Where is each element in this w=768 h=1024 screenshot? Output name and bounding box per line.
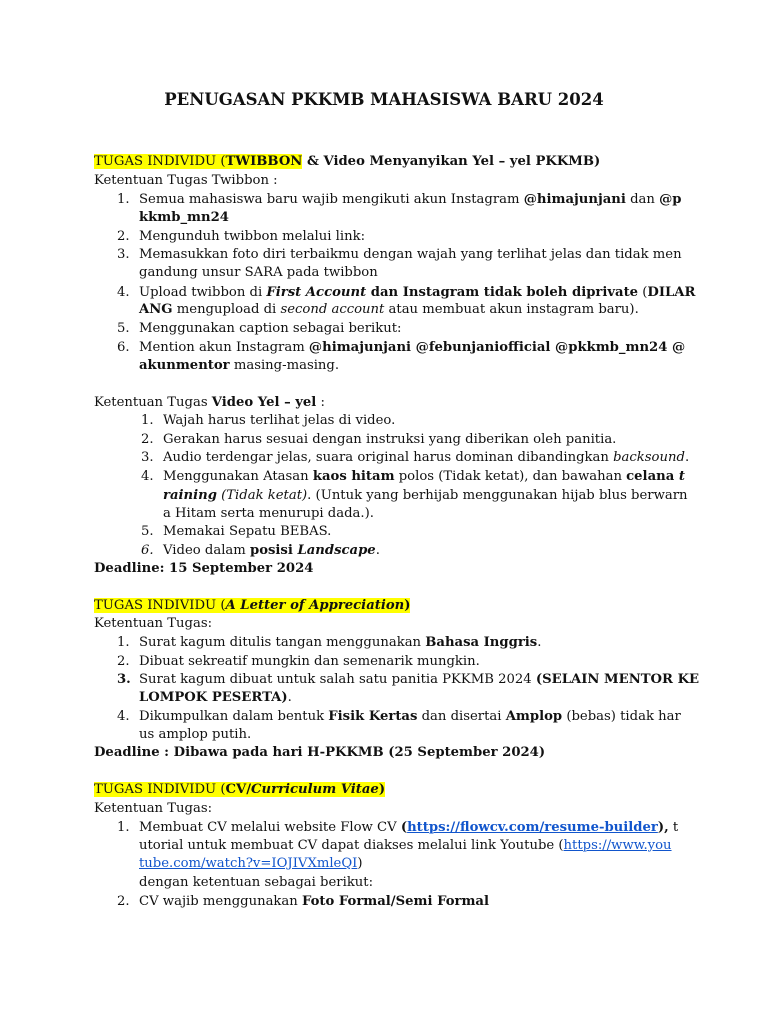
- list-item: Mention akun Instagram @himajunjani @febunjaniofficial @pkkmb_mn24 @: [139, 340, 686, 355]
- list-item-continued: LOMPOK PESERTA).: [139, 690, 292, 705]
- list-number: 6.: [117, 340, 130, 355]
- heading-emphasis: CV/: [225, 782, 252, 797]
- list-item-continued: dengan ketentuan sebagai berikut:: [139, 875, 374, 890]
- list-item: Memakai Sepatu BEBAS.: [163, 524, 332, 539]
- list-item: Menggunakan Atasan kaos hitam polos (Tidak ketat), dan bawahan celana t: [163, 469, 685, 484]
- deadline-text: Deadline: 15 September 2024: [94, 561, 314, 576]
- list-item: CV wajib menggunakan Foto Formal/Semi Formal: [139, 894, 489, 909]
- list-item: Membuat CV melalui website Flow CV (https://flowcv.com/resume-builder), t: [139, 820, 679, 835]
- letter-rules-label: Ketentuan Tugas:: [94, 616, 213, 631]
- heading-close: ): [404, 598, 411, 613]
- heading-emphasis: A Letter of Appreciation: [225, 598, 405, 613]
- list-item: Mengunduh twibbon melalui link:: [139, 229, 366, 244]
- flowcv-link[interactable]: https://flowcv.com/resume-builder: [407, 820, 658, 835]
- list-item: Dibuat sekreatif mungkin dan semenarik mungkin.: [139, 654, 480, 669]
- list-item: Wajah harus terlihat jelas di video.: [163, 413, 396, 428]
- section-heading-cv: [94, 781, 385, 799]
- list-number: 1.: [117, 192, 130, 207]
- list-number: 4.: [117, 285, 130, 300]
- list-item: Menggunakan caption sebagai berikut:: [139, 321, 402, 336]
- list-item: Video dalam posisi Landscape.: [163, 543, 380, 558]
- list-item: Surat kagum dibuat untuk salah satu panitia PKKMB 2024 (SELAIN MENTOR KE: [139, 672, 700, 687]
- list-item: Memasukkan foto diri terbaikmu dengan wajah yang terlihat jelas dan tidak men: [139, 247, 682, 262]
- list-number: 3.: [141, 450, 154, 465]
- list-item: Semua mahasiswa baru wajib mengikuti akun Instagram @himajunjani dan @p: [139, 192, 682, 207]
- list-item-continued: tube.com/watch?v=IOJIVXmleQI): [139, 856, 363, 871]
- list-number: 4.: [117, 709, 130, 724]
- list-number: 2.: [141, 432, 154, 447]
- list-number: 1.: [117, 635, 130, 650]
- youtube-link[interactable]: https://www.you: [563, 838, 672, 853]
- list-item-continued: a Hitam serta menurupi dada.).: [163, 506, 374, 521]
- section-heading-twibbon: [94, 153, 600, 171]
- list-number: 6.: [141, 543, 154, 558]
- list-item-continued: utorial untuk membuat CV dapat diakses melalui link Youtube (https://www.you: [139, 838, 672, 853]
- heading-highlight: TUGAS INDIVIDU (: [94, 782, 226, 797]
- list-number: 5.: [141, 524, 154, 539]
- heading-emphasis: TWIBBON: [225, 154, 303, 169]
- list-item-continued: kkmb_mn24: [139, 210, 229, 225]
- deadline-text: Deadline : Dibawa pada hari H-PKKMB (25 September 2024): [94, 745, 546, 760]
- heading-rest: & Video Menyanyikan Yel – yel PKKMB): [302, 154, 601, 169]
- list-number: 2.: [117, 654, 130, 669]
- twibbon-rules-label: Ketentuan Tugas Twibbon :: [94, 173, 278, 188]
- list-item-continued: ANG mengupload di second account atau membuat akun instagram baru).: [139, 302, 639, 317]
- list-item-continued: gandung unsur SARA pada twibbon: [139, 265, 378, 280]
- list-number: 5.: [117, 321, 130, 336]
- list-number: 4.: [141, 469, 154, 484]
- list-number: 2.: [117, 894, 130, 909]
- document-title: PENUGASAN PKKMB MAHASISWA BARU 2024: [164, 90, 604, 109]
- list-number: 1.: [117, 820, 130, 835]
- list-number: 3.: [117, 672, 131, 687]
- list-item: Upload twibbon di First Account dan Instagram tidak boleh diprivate (DILAR: [139, 285, 696, 300]
- list-item-continued: raining (Tidak ketat). (Untuk yang berhijab menggunakan hijab blus berwarn: [163, 488, 688, 503]
- list-number: 2.: [117, 229, 130, 244]
- youtube-link-continued[interactable]: tube.com/watch?v=IOJIVXmleQI: [139, 856, 358, 871]
- heading-highlight: TUGAS INDIVIDU (: [94, 598, 226, 613]
- video-rules-label: Ketentuan Tugas Video Yel – yel :: [94, 395, 325, 410]
- heading-highlight: TUGAS INDIVIDU (: [94, 154, 226, 169]
- heading-emphasis-italic: Curriculum Vitae: [251, 782, 379, 797]
- list-number: 3.: [117, 247, 130, 262]
- list-item: Gerakan harus sesuai dengan instruksi yang diberikan oleh panitia.: [163, 432, 617, 447]
- list-item-continued: akunmentor masing-masing.: [139, 358, 340, 373]
- section-heading-letter: [94, 597, 410, 615]
- cv-rules-label: Ketentuan Tugas:: [94, 801, 213, 816]
- list-item: Audio terdengar jelas, suara original harus dominan dibandingkan backsound.: [163, 450, 690, 465]
- list-item: Surat kagum ditulis tangan menggunakan Bahasa Inggris.: [139, 635, 542, 650]
- heading-close: ): [378, 782, 386, 797]
- list-item: Dikumpulkan dalam bentuk Fisik Kertas dan disertai Amplop (bebas) tidak har: [139, 709, 681, 724]
- list-number: 1.: [141, 413, 154, 428]
- list-item-continued: us amplop putih.: [139, 727, 252, 742]
